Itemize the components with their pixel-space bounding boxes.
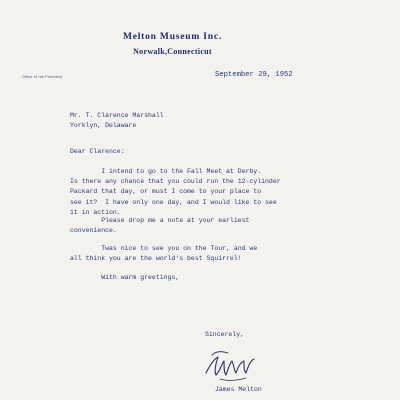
- body-line: Please drop me a note at your earliest: [70, 217, 250, 224]
- signer-name: James Melton: [215, 386, 262, 393]
- body-line: Is there any chance that you could run the 12-cylinder: [70, 178, 281, 186]
- body-line: Twas nice to see you on the Tour, and we: [70, 245, 258, 252]
- recipient-name: Mr. T. Clarence Marshall: [70, 112, 164, 119]
- office-label: Office of the President: [22, 75, 63, 79]
- letter-date: September 29, 1952: [215, 71, 293, 79]
- paragraph-2: [70, 216, 249, 236]
- body-line: convenience.: [70, 227, 117, 235]
- salutation: Dear Clarence:: [70, 148, 125, 155]
- body-line: I intend to go to the Fall Meet at Derby.: [70, 168, 262, 175]
- letterhead-name: Melton Museum Inc.: [122, 32, 223, 42]
- body-line: Packard that day, or must I come to your place to: [70, 188, 262, 196]
- handwritten-signature: [202, 345, 262, 385]
- paragraph-3: [70, 244, 257, 264]
- paragraph-1: [70, 167, 281, 218]
- body-line: With warm greetings,: [70, 274, 180, 281]
- recipient-address: [70, 111, 164, 131]
- body-line: see it? I have only one day, and I would like to see: [70, 198, 277, 206]
- recipient-location: Yorklyn, Delaware: [70, 122, 137, 130]
- closing: Sincerely,: [205, 331, 245, 338]
- body-line: it in action.: [70, 208, 121, 216]
- body-line: all think you are the world's best Squirrel!: [70, 255, 242, 263]
- paragraph-4: [70, 273, 179, 283]
- letterhead-city: Norwalk,Connecticut: [133, 47, 212, 56]
